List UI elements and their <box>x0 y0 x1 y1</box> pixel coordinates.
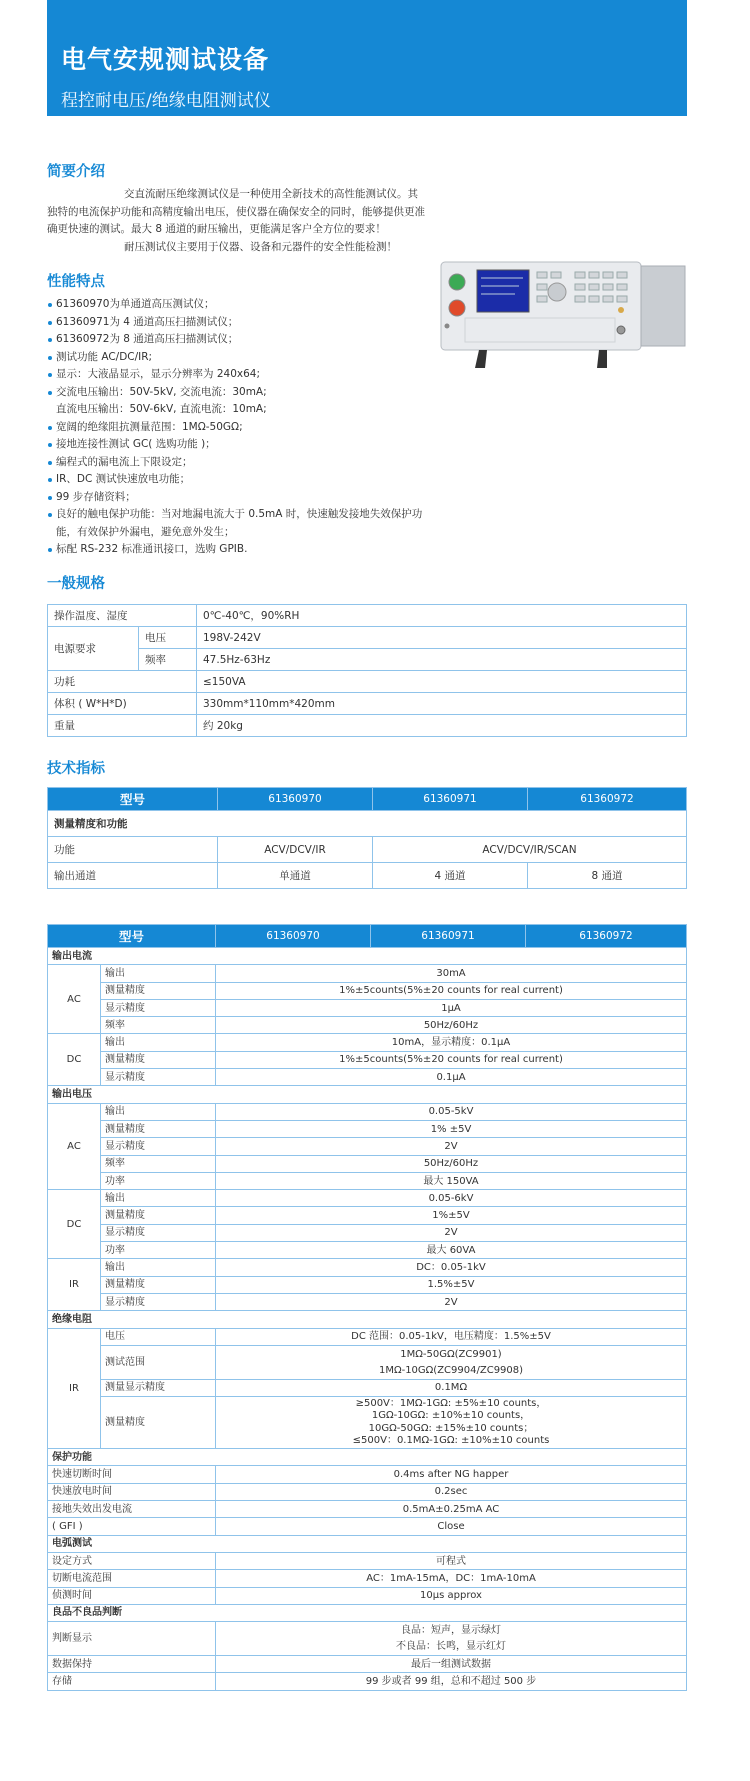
table-group-label: 输出电流 <box>48 948 687 965</box>
feature-item: 宽阔的绝缘阻抗测量范围：1MΩ-50GΩ; <box>47 419 447 437</box>
table-cell: 测量精度 <box>101 1051 216 1068</box>
feature-item: 交流电压输出：50V-5kV, 交流电流：30mA; <box>47 384 447 402</box>
table-cell: 侦测时间 <box>48 1587 216 1604</box>
table-group-label: 绝缘电阻 <box>48 1311 687 1328</box>
table-cell: ACV/DCV/IR/SCAN <box>373 837 687 863</box>
table-cell: ≥500V：1MΩ-1GΩ: ±5%±10 counts， 1GΩ-10GΩ: ±10%±10 counts， 10GΩ-50GΩ: ±15%±10 counts； ≤500V：0.1MΩ-1GΩ: ±10%±10 counts <box>216 1397 687 1449</box>
table-cell: 测量精度 <box>101 982 216 999</box>
table-cell: 99 步或者 99 组，总和不超过 500 步 <box>216 1673 687 1690</box>
table-cell: 测量精度 <box>101 1120 216 1137</box>
feature-item: 99 步存储资料； <box>47 489 447 507</box>
bullet-icon <box>48 338 52 342</box>
section-title-tech: 技术指标 <box>47 761 105 777</box>
table-cell: 1%±5V <box>216 1207 687 1224</box>
table-cell: 功率 <box>101 1172 216 1189</box>
table-cell: 频率 <box>101 1155 216 1172</box>
table-cell: 电压 <box>139 627 197 649</box>
table-row <box>48 1466 687 1483</box>
table-row <box>48 627 687 649</box>
table-row <box>48 1535 687 1552</box>
table-cell: 2V <box>216 1293 687 1310</box>
table-row <box>48 1328 687 1345</box>
table-cell: 输出 <box>101 965 216 982</box>
table-row <box>48 1207 687 1224</box>
intro-line: 独特的电流保护功能和高精度输出电压，使仪器在确保安全的同时，能够提供更准 <box>47 205 425 218</box>
feature-item: 61360972为 8 通道高压扫描测试仪； <box>47 331 447 349</box>
section-title-features: 性能特点 <box>47 274 105 290</box>
column-header: 61360971 <box>371 925 526 948</box>
table-cell: 体积 ( W*H*D) <box>48 693 197 715</box>
table-row <box>48 1587 687 1604</box>
table-cell: 输出通道 <box>48 863 218 889</box>
table-row <box>48 1224 687 1241</box>
table-category: DC <box>48 1190 101 1259</box>
table-cell: 电源要求 <box>48 627 139 671</box>
page <box>47 0 687 1688</box>
table-row <box>48 965 687 982</box>
bullet-icon <box>48 513 52 517</box>
bullet-icon <box>48 321 52 325</box>
table-cell: 快速切断时间 <box>48 1466 216 1483</box>
table-group-label: 输出电压 <box>48 1086 687 1103</box>
table-cell: 50Hz/60Hz <box>216 1155 687 1172</box>
column-header: 61360972 <box>528 788 687 811</box>
tech-function-table <box>47 787 687 889</box>
section-title-general: 一般规格 <box>47 576 105 592</box>
bullet-icon <box>48 461 52 465</box>
table-cell: 重量 <box>48 715 197 737</box>
table-row <box>48 1570 687 1587</box>
page-title: 电气安规测试设备 <box>61 45 270 74</box>
table-row <box>48 1552 687 1569</box>
table-row <box>48 1242 687 1259</box>
table-cell: 10mA，显示精度：0.1μA <box>216 1034 687 1051</box>
table-cell: 0.05-6kV <box>216 1190 687 1207</box>
table-cell: 1μA <box>216 999 687 1016</box>
feature-item: 显示：大液晶显示，显示分辨率为 240x64; <box>47 366 447 384</box>
table-cell: 1MΩ-50GΩ(ZC9901) 1MΩ-10GΩ(ZC9904/ZC9908) <box>216 1345 687 1379</box>
intro-text <box>47 186 442 256</box>
table-row <box>48 1656 687 1673</box>
intro-line: 交直流耐压绝缘测试仪是一种使用全新技术的高性能测试仪。其 <box>124 188 418 200</box>
table-cell: 接地失效出发电流 <box>48 1501 216 1518</box>
feature-item: 61360971为 4 通道高压扫描测试仪； <box>47 314 447 332</box>
table-cell: 功耗 <box>48 671 197 693</box>
table-cell: 47.5Hz-63Hz <box>197 649 687 671</box>
table-cell: 4 通道 <box>373 863 528 889</box>
column-header: 61360971 <box>373 788 528 811</box>
table-cell: 约 20kg <box>197 715 687 737</box>
table-cell: 测量显示精度 <box>101 1379 216 1396</box>
table-cell: 显示精度 <box>101 999 216 1016</box>
table-cell: 快速放电时间 <box>48 1483 216 1500</box>
bullet-icon <box>48 373 52 377</box>
table-cell: 频率 <box>139 649 197 671</box>
table-cell: 198V-242V <box>197 627 687 649</box>
table-cell: 0.5mA±0.25mA AC <box>216 1501 687 1518</box>
table-row <box>48 1120 687 1137</box>
bullet-icon <box>48 391 52 395</box>
table-cell: 0.1μA <box>216 1069 687 1086</box>
table-cell: ACV/DCV/IR <box>218 837 373 863</box>
bullet-icon <box>48 478 52 482</box>
tech-spec-table <box>47 924 687 1691</box>
table-row <box>48 1259 687 1276</box>
intro-line: 确更快速的测试。最大 8 通道的耐压输出，更能满足客户全方位的要求！ <box>47 223 386 235</box>
bullet-icon <box>48 303 52 307</box>
table-cell: Close <box>216 1518 687 1535</box>
table-row <box>48 999 687 1016</box>
table-group-label: 良品不良品判断 <box>48 1604 687 1621</box>
table-row <box>48 1293 687 1310</box>
table-cell: 设定方式 <box>48 1552 216 1569</box>
column-header: 型号 <box>48 925 216 948</box>
table-cell: 8 通道 <box>528 863 687 889</box>
table-cell: 数据保持 <box>48 1656 216 1673</box>
table-cell: 0.4ms after NG happer <box>216 1466 687 1483</box>
table-row <box>48 1622 687 1656</box>
table-cell: 可程式 <box>216 1552 687 1569</box>
table-row <box>48 1138 687 1155</box>
table-row <box>48 605 687 627</box>
table-cell: 最后一组测试数据 <box>216 1656 687 1673</box>
feature-item: 61360970为单通道高压测试仪； <box>47 296 447 314</box>
table-row <box>48 1449 687 1466</box>
feature-item: IR、DC 测试快速放电功能； <box>47 471 447 489</box>
table-row <box>48 1155 687 1172</box>
table-cell: 30mA <box>216 965 687 982</box>
table-cell: 2V <box>216 1224 687 1241</box>
table-cell: 输出 <box>101 1259 216 1276</box>
feature-item: 测试功能 AC/DC/IR; <box>47 349 447 367</box>
general-spec-table <box>47 604 687 737</box>
table-cell: 单通道 <box>218 863 373 889</box>
table-cell: 0℃-40℃，90%RH <box>197 605 687 627</box>
table-cell: 10μs approx <box>216 1587 687 1604</box>
table-cell: 输出 <box>101 1103 216 1120</box>
feature-item: 良好的触电保护功能：当对地漏电流大于 0.5mA 时，快速触发接地失效保护功 <box>47 506 447 524</box>
table-cell: 判断显示 <box>48 1622 216 1656</box>
table-cell: 显示精度 <box>101 1138 216 1155</box>
table-cell: 330mm*110mm*420mm <box>197 693 687 715</box>
table-row <box>48 1086 687 1103</box>
table-cell: 功率 <box>101 1242 216 1259</box>
column-header: 61360970 <box>218 788 373 811</box>
table-category: IR <box>48 1259 101 1311</box>
table-row <box>48 1069 687 1086</box>
table-cell: 1%±5counts(5%±20 counts for real current) <box>216 1051 687 1068</box>
table-cell: DC 范围：0.05-1kV，电压精度：1.5%±5V <box>216 1328 687 1345</box>
feature-item: 能，有效保护外漏电，避免意外发生； <box>56 525 235 538</box>
table-row <box>48 1103 687 1120</box>
table-cell: 最大 150VA <box>216 1172 687 1189</box>
table-cell: 0.05-5kV <box>216 1103 687 1120</box>
table-row <box>48 1379 687 1396</box>
table-cell: 切断电流范围 <box>48 1570 216 1587</box>
feature-list <box>47 296 447 559</box>
table-row <box>48 1311 687 1328</box>
intro-line: 耐压测试仪主要用于仪器、设备和元器件的安全性能检测！ <box>124 240 397 253</box>
table-cell: 输出 <box>101 1034 216 1051</box>
table-category: DC <box>48 1034 101 1086</box>
bullet-icon <box>48 426 52 430</box>
table-row <box>48 1190 687 1207</box>
table-cell: 测量精度 <box>101 1397 216 1449</box>
column-header: 61360972 <box>526 925 687 948</box>
table-row <box>48 715 687 737</box>
table-cell: 功能 <box>48 837 218 863</box>
bullet-icon <box>48 356 52 360</box>
table-cell: 测量精度 <box>101 1276 216 1293</box>
table-row <box>48 1518 687 1535</box>
table-cell: 1% ±5V <box>216 1120 687 1137</box>
table-category: IR <box>48 1328 101 1449</box>
table-cell: AC：1mA-15mA，DC：1mA-10mA <box>216 1570 687 1587</box>
table-row <box>48 1172 687 1189</box>
table-header-row <box>48 925 687 948</box>
section-title-intro: 简要介绍 <box>47 164 105 180</box>
tester-device-image <box>439 260 689 372</box>
table-row <box>48 948 687 965</box>
table-cell: 0.1MΩ <box>216 1379 687 1396</box>
table-row <box>48 1051 687 1068</box>
feature-item: 接地连接性测试 GC( 选购功能 )； <box>47 436 447 454</box>
table-row <box>48 1017 687 1034</box>
table-header-row <box>48 788 687 811</box>
header-banner <box>47 0 687 116</box>
page-subtitle: 程控耐电压/绝缘电阻测试仪 <box>61 91 271 111</box>
table-cell: 显示精度 <box>101 1069 216 1086</box>
table-group-label: 测量精度和功能 <box>48 811 687 837</box>
table-group-label: 保护功能 <box>48 1449 687 1466</box>
table-row <box>48 863 687 889</box>
bullet-icon <box>48 548 52 552</box>
table-row <box>48 1345 687 1379</box>
table-cell: 良品：短声，显示绿灯 不良品：长鸣，显示红灯 <box>216 1622 687 1656</box>
table-category: AC <box>48 1103 101 1189</box>
table-cell: 频率 <box>101 1017 216 1034</box>
table-row <box>48 1483 687 1500</box>
table-row <box>48 1276 687 1293</box>
table-cell: 0.2sec <box>216 1483 687 1500</box>
table-row <box>48 1034 687 1051</box>
table-cell: 2V <box>216 1138 687 1155</box>
table-row <box>48 693 687 715</box>
table-cell: 操作温度、湿度 <box>48 605 197 627</box>
bullet-icon <box>48 496 52 500</box>
table-cell: 存储 <box>48 1673 216 1690</box>
table-cell: 最大 60VA <box>216 1242 687 1259</box>
table-cell: 显示精度 <box>101 1293 216 1310</box>
table-cell: 测量精度 <box>101 1207 216 1224</box>
table-category: AC <box>48 965 101 1034</box>
table-group-label: 电弧测试 <box>48 1535 687 1552</box>
table-row <box>48 1501 687 1518</box>
table-cell: ≤150VA <box>197 671 687 693</box>
table-cell: 输出 <box>101 1190 216 1207</box>
table-row <box>48 982 687 999</box>
table-cell: DC：0.05-1kV <box>216 1259 687 1276</box>
table-cell: 显示精度 <box>101 1224 216 1241</box>
table-cell: ( GFI ) <box>48 1518 216 1535</box>
table-row <box>48 1604 687 1621</box>
table-cell: 测试范围 <box>101 1345 216 1379</box>
table-cell: 1%±5counts(5%±20 counts for real current) <box>216 982 687 999</box>
column-header: 型号 <box>48 788 218 811</box>
column-header: 61360970 <box>216 925 371 948</box>
table-cell: 电压 <box>101 1328 216 1345</box>
feature-item: 直流电压输出：50V-6kV, 直流电流：10mA; <box>56 403 267 415</box>
table-row <box>48 1673 687 1690</box>
table-row <box>48 671 687 693</box>
feature-item: 编程式的漏电流上下限设定； <box>47 454 447 472</box>
table-row <box>48 1397 687 1449</box>
feature-item: 标配 RS-232 标准通讯接口，选购 GPIB. <box>47 541 447 559</box>
table-row <box>48 811 687 837</box>
bullet-icon <box>48 443 52 447</box>
table-cell: 50Hz/60Hz <box>216 1017 687 1034</box>
table-cell: 1.5%±5V <box>216 1276 687 1293</box>
table-row <box>48 837 687 863</box>
table-row <box>48 649 687 671</box>
